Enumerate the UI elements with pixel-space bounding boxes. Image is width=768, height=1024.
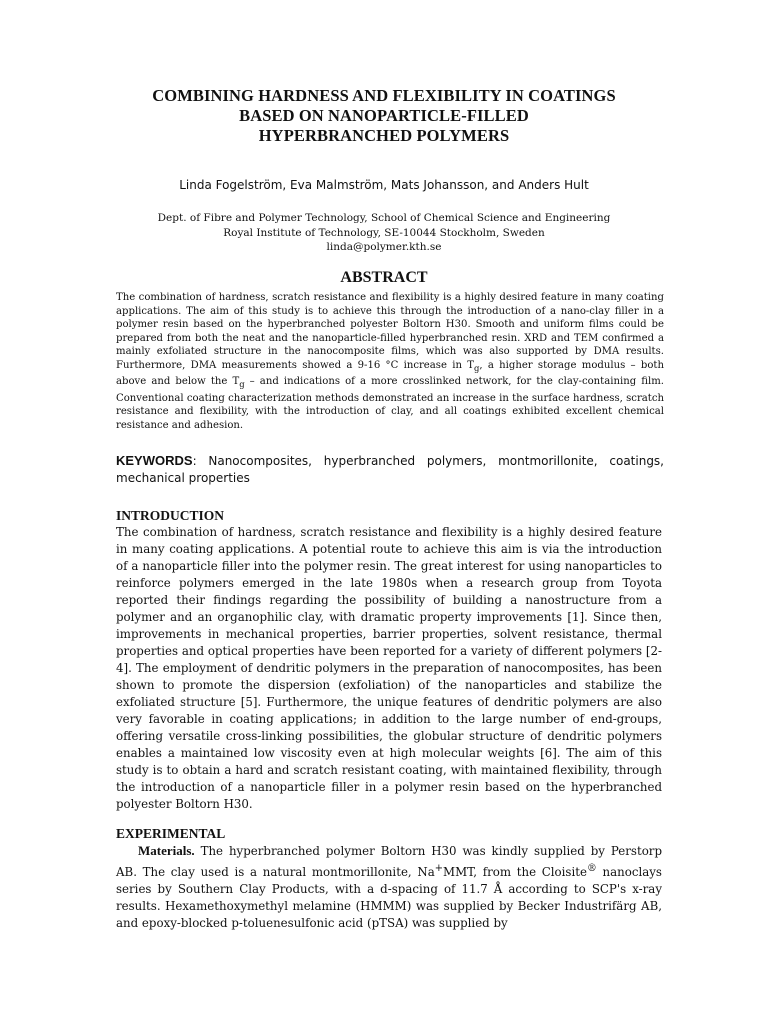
- affiliation-department: Dept. of Fibre and Polymer Technology, School of Chemical Science and Engineering: [157, 212, 611, 224]
- paper-title: [100, 86, 668, 146]
- abstract-part-2: , a higher storage modulus – both above and below the T: [116, 359, 664, 388]
- keywords-label: KEYWORDS: [116, 453, 193, 468]
- materials-part-1: The hyperbranched polymer Boltorn H30 was kindly supplied by Perstorp AB. The clay used is a natural montmorillonite, Na: [116, 844, 662, 879]
- superscript-plus: +: [434, 863, 443, 874]
- author-list: Linda Fogelström, Eva Malmström, Mats Johansson, and Anders Hult: [179, 178, 589, 192]
- affiliation: [100, 211, 668, 255]
- superscript-registered: ®: [586, 863, 597, 874]
- affiliation-institution: Royal Institute of Technology, SE-10044 Stockholm, Sweden: [223, 226, 545, 239]
- abstract-subscript-g: g: [473, 362, 480, 373]
- abstract-subscript-g: g: [239, 379, 245, 390]
- experimental-materials-text: [116, 842, 662, 932]
- materials-part-3: nanoclays series by Southern Clay Products, with a d-spacing of 11.7 Å according to SCP's x-ray results. Hexamethoxymethyl melamine (HMMM) was supplied by Becker Industrifärg AB, and epoxy-blocked p-toluenesulfonic acid (pTSA) was supplied by: [116, 864, 662, 930]
- abstract-text: [116, 291, 664, 432]
- title-line-3: HYPERBRANCHED POLYMERS: [258, 126, 510, 145]
- keywords: [116, 452, 664, 487]
- abstract-part-1: The combination of hardness, scratch resistance and flexibility is a highly desired feature in many coating applications. The aim of this study is to achieve this through the introduction of a nano-clay filler in a polymer resin based on the hyperbranched polyester Boltorn H30. Smooth and uniform films could be prepared from both the neat and the nanoparticle-filled hyperbranched resin. XRD and TEM confirmed a mainly exfoliated structure in the nanocomposite films, which was also supported by DMA results. Furthermore, DMA measurements showed a 9-16 °C increase in T: [116, 292, 664, 371]
- introduction-heading: INTRODUCTION: [116, 508, 225, 523]
- abstract-part-3: – and indications of a more crosslinked network, for the clay-containing film. Conventional coating characterization methods demonstrated an increase in the surface hardness, scratch resistance and flexibility, with the introduction of clay, and all coatings exhibited excellent chemical resistance and adhesion.: [116, 376, 664, 431]
- materials-part-2: MMT, from the Cloisite: [442, 864, 587, 879]
- introduction-text: The combination of hardness, scratch resistance and flexibility is a highly desired feature in many coating applications. A potential route to achieve this aim is via the introduction of a nanoparticle filler into the polymer resin. The great interest for using nanoparticles to reinforce polymers emerged in the late 1980s when a research group from Toyota reported their findings regarding the possibility of building a nanostructure from a polymer and an organophilic clay, with dramatic property improvements [1]. Since then, improvements in mechanical properties, barrier properties, solvent resistance, thermal properties and optical properties have been reported for a variety of different polymers [2-4]. The employment of dendritic polymers in the preparation of nanocomposites, has been shown to promote the dispersion (exfoliation) of the nanoparticles and stabilize the exfoliated structure [5]. Furthermore, the unique features of dendritic polymers are also very favorable in coating applications; in addition to the large number of end-groups, offering versatile cross-linking possibilities, the globular structure of dendritic polymers enables a maintained low viscosity even at high molecular weights [6]. The aim of this study is to obtain a hard and scratch resistant coating, with maintained flexibility, through the introduction of a nanoparticle filler in a polymer resin based on the hyperbranched polyester Boltorn H30.: [116, 525, 662, 811]
- abstract-heading: ABSTRACT: [340, 269, 428, 286]
- keywords-text: : Nanocomposites, hyperbranched polymers, montmorillonite, coatings, mechanical properties: [116, 454, 664, 485]
- affiliation-email: linda@polymer.kth.se: [326, 241, 442, 253]
- title-line-2: BASED ON NANOPARTICLE-FILLED: [239, 106, 529, 125]
- title-line-1: COMBINING HARDNESS AND FLEXIBILITY IN COATINGS: [152, 86, 616, 105]
- experimental-heading: EXPERIMENTAL: [116, 826, 226, 841]
- materials-subheading: Materials.: [138, 843, 195, 858]
